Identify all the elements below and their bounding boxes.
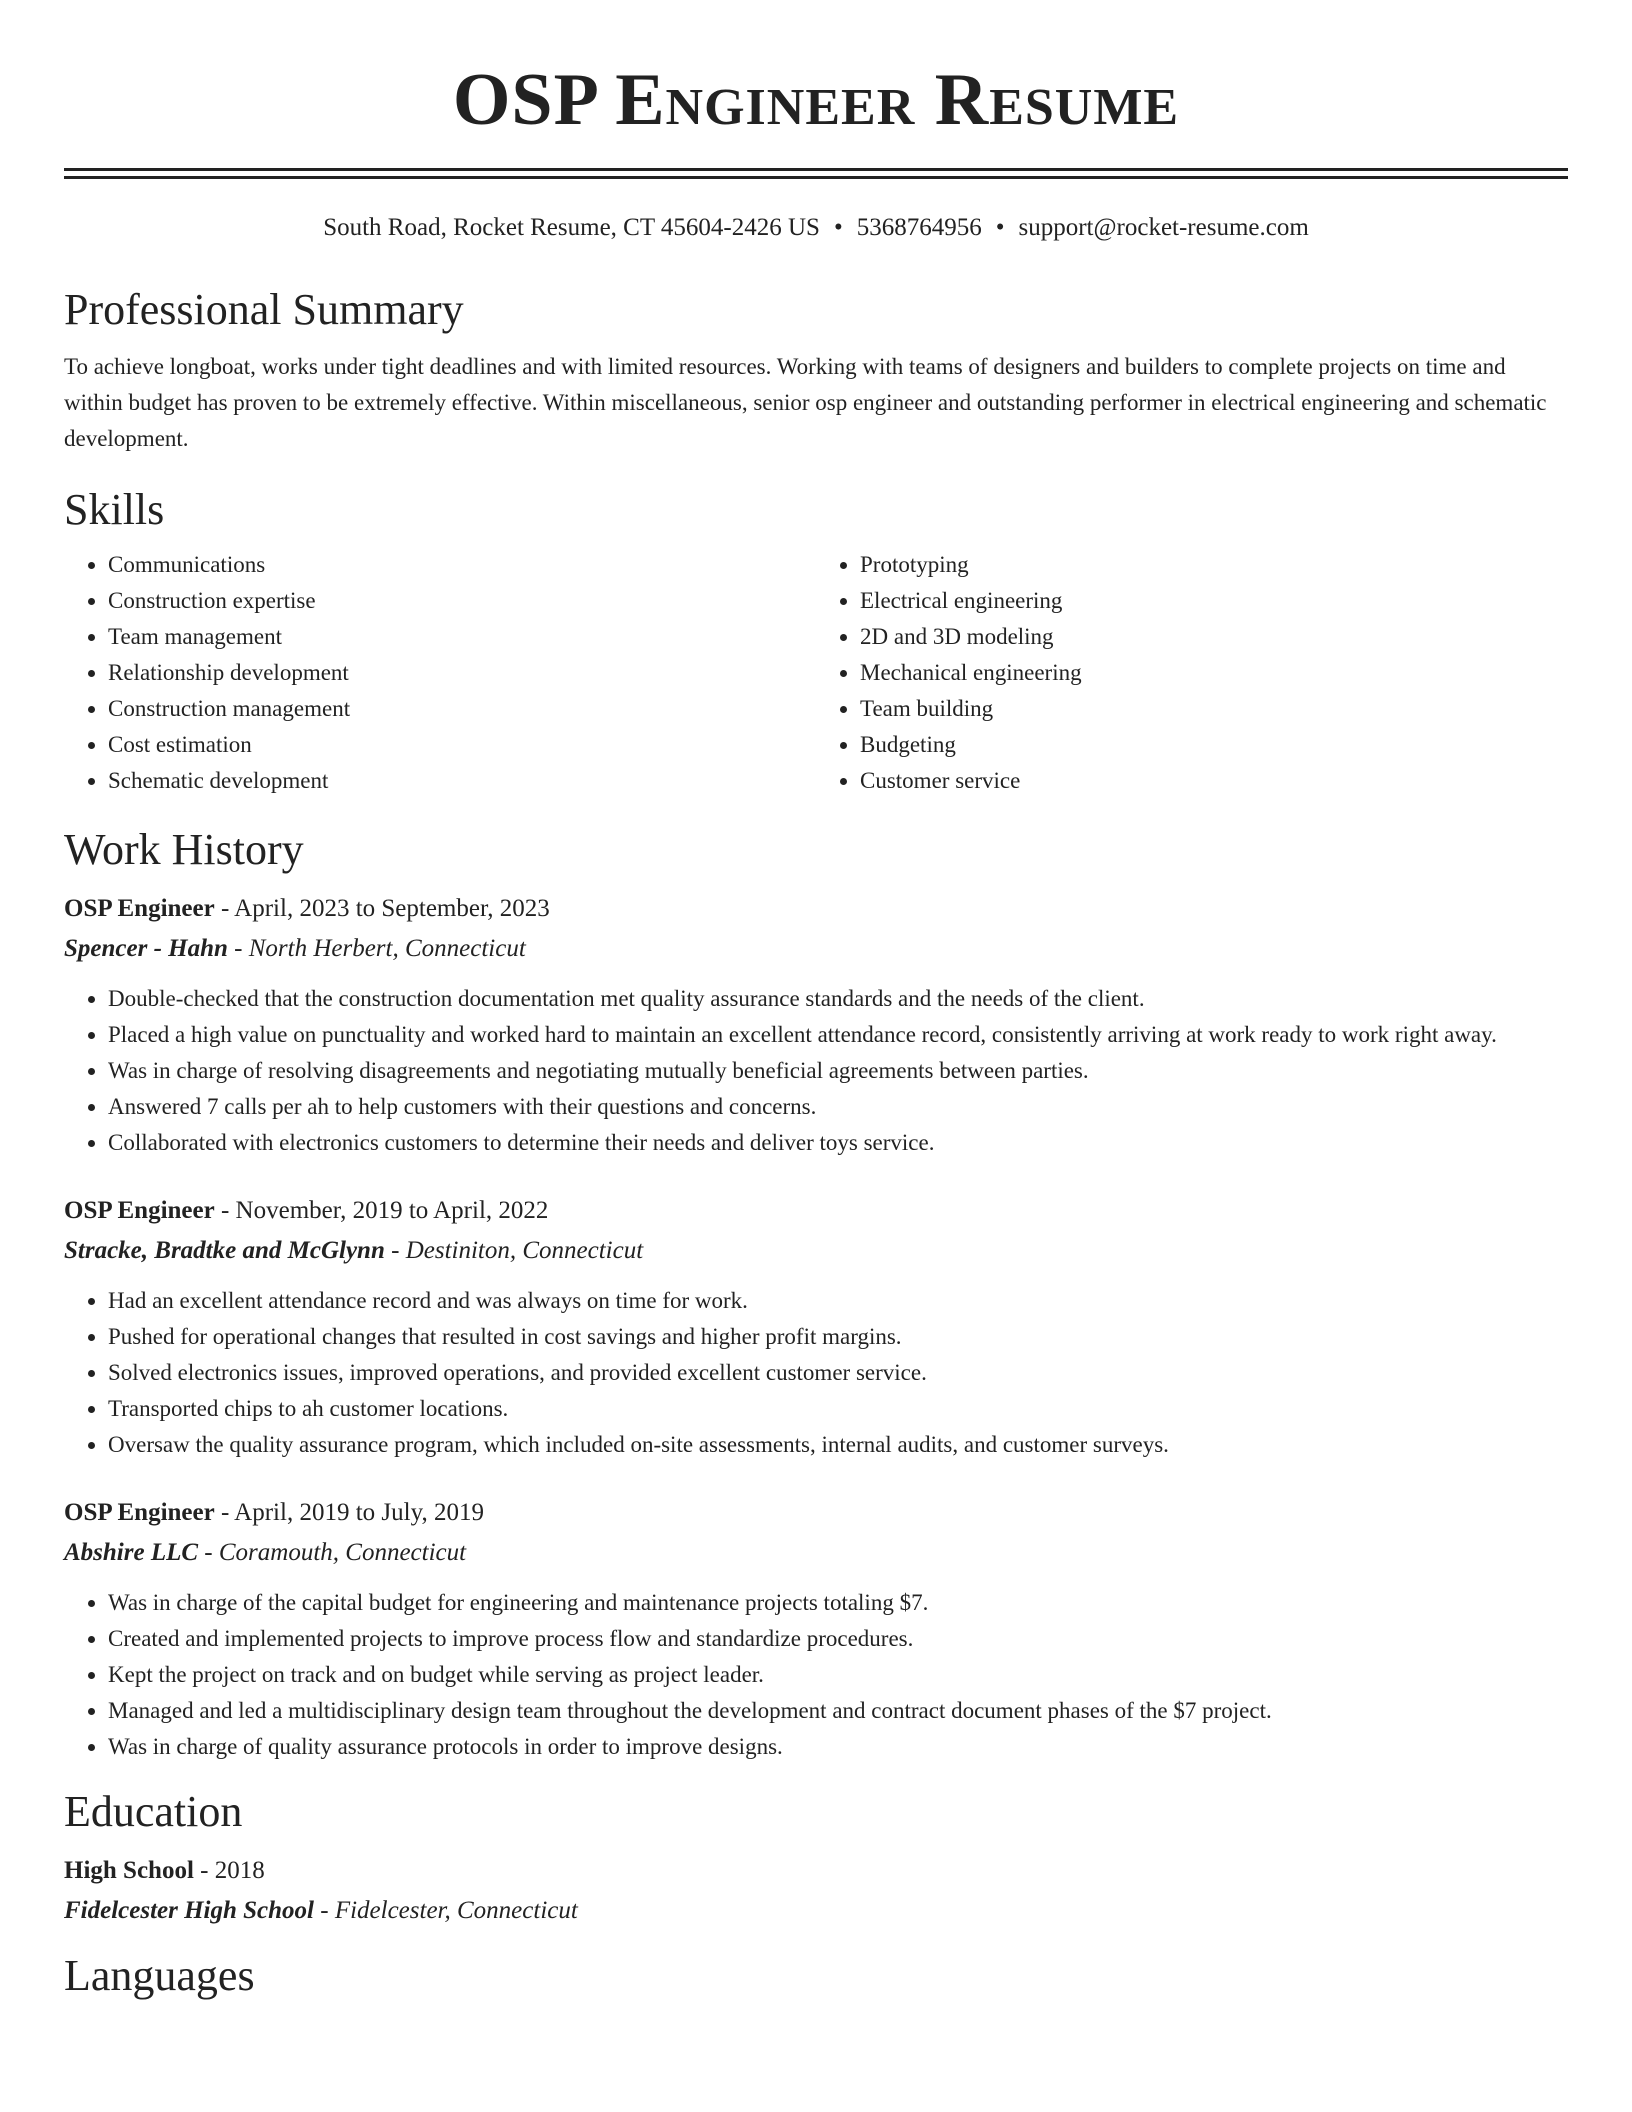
job-dash: - <box>214 1197 236 1224</box>
education-location: Fidelcester, Connecticut <box>334 1897 578 1924</box>
job-company: Spencer - Hahn <box>64 935 228 962</box>
job-bullet: • Oversaw the quality assurance program, which included on-site assessments, internal audits, and customer surveys. <box>108 1427 1568 1463</box>
job-bullet: • Had an excellent attendance record and was always on time for work. <box>108 1283 1568 1319</box>
job-dash: - <box>214 1499 235 1526</box>
work-heading: Work History <box>64 825 304 874</box>
job-bullet: • Pushed for operational changes that resulted in cost savings and higher profit margins. <box>108 1319 1568 1355</box>
languages-heading: Languages <box>64 1951 255 2000</box>
job-dash: - <box>227 935 249 962</box>
skill-item: • Mechanical engineering <box>860 655 1568 691</box>
job-title-line <box>64 1191 1568 1231</box>
skill-item: • 2D and 3D modeling <box>860 619 1568 655</box>
education-dash: - <box>314 1897 335 1924</box>
job-title-line <box>64 889 1568 929</box>
job-dates: April, 2019 to July, 2019 <box>234 1499 484 1526</box>
education-school: Fidelcester High School <box>64 1897 314 1924</box>
education-degree: High School <box>64 1857 194 1884</box>
skill-item: • Cost estimation <box>108 727 816 763</box>
skill-item: • Budgeting <box>860 727 1568 763</box>
job-bullet: • Was in charge of resolving disagreements and negotiating mutually beneficial agreements between parties. <box>108 1053 1568 1089</box>
job-entry <box>64 889 1568 1161</box>
job-bullet: • Kept the project on track and on budget while serving as project leader. <box>108 1657 1568 1693</box>
job-dash: - <box>384 1237 406 1264</box>
skill-item: • Relationship development <box>108 655 816 691</box>
job-dates: April, 2023 to September, 2023 <box>234 895 550 922</box>
job-location: Destiniton, Connecticut <box>405 1237 644 1264</box>
job-bullet: • Solved electronics issues, improved operations, and provided excellent customer service. <box>108 1355 1568 1391</box>
education-heading: Education <box>64 1787 243 1836</box>
job-dash: - <box>214 895 235 922</box>
skill-item: • Customer service <box>860 763 1568 799</box>
contact-phone: 5368764956 <box>856 214 982 241</box>
job-company-line <box>64 929 1568 969</box>
contact-email[interactable]: support@rocket-resume.com <box>1018 214 1309 241</box>
skills-column-left <box>64 547 816 799</box>
job-bullet: • Was in charge of quality assurance protocols in order to improve designs. <box>108 1729 1568 1765</box>
contact-separator: • <box>833 214 843 241</box>
skill-item: • Schematic development <box>108 763 816 799</box>
job-dates: November, 2019 to April, 2022 <box>235 1197 549 1224</box>
summary-heading: Professional Summary <box>64 285 464 334</box>
job-location: Coramouth, Connecticut <box>218 1539 467 1566</box>
skill-item: • Team management <box>108 619 816 655</box>
job-company: Stracke, Bradtke and McGlynn <box>64 1237 385 1264</box>
job-bullet: • Placed a high value on punctuality and worked hard to maintain an excellent attendance record, consistently arriving at work ready to work right away. <box>108 1017 1568 1053</box>
contact-address: South Road, Rocket Resume, CT 45604-2426 US <box>323 214 820 241</box>
title-divider <box>64 168 1568 179</box>
contact-separator: • <box>995 214 1005 241</box>
skills-heading: Skills <box>64 485 165 534</box>
job-entry <box>64 1191 1568 1463</box>
job-bullet: • Managed and led a multidisciplinary design team throughout the development and contract document phases of the $7 project. <box>108 1693 1568 1729</box>
contact-line <box>64 213 1568 243</box>
skill-item: • Communications <box>108 547 816 583</box>
job-company-line <box>64 1533 1568 1573</box>
skills-column-right <box>816 547 1568 799</box>
job-bullets <box>64 1585 1568 1765</box>
education-degree-line <box>64 1851 1568 1891</box>
job-dash: - <box>198 1539 219 1566</box>
job-title: OSP Engineer <box>64 1197 215 1224</box>
skill-item: • Construction management <box>108 691 816 727</box>
job-title: OSP Engineer <box>64 895 215 922</box>
education-year: 2018 <box>214 1857 265 1884</box>
resume-title: OSP Engineer Resume <box>452 59 1180 141</box>
job-location: North Herbert, Connecticut <box>248 935 526 962</box>
job-bullets <box>64 1283 1568 1463</box>
skill-item: • Construction expertise <box>108 583 816 619</box>
job-bullet: • Created and implemented projects to improve process flow and standardize procedures. <box>108 1621 1568 1657</box>
job-entry <box>64 1493 1568 1765</box>
job-bullets <box>64 981 1568 1161</box>
education-dash: - <box>193 1857 215 1884</box>
summary-text: To achieve longboat, works under tight deadlines and with limited resources. Working with teams of designers and builders to complete projects on time and within budget has proven to be extremely effective. Within miscellaneous, senior osp engineer and outstanding performer in electrical engineering and schematic development. <box>64 354 1547 451</box>
job-bullet: • Was in charge of the capital budget for engineering and maintenance projects totaling $7. <box>108 1585 1568 1621</box>
job-bullet: • Collaborated with electronics customers to determine their needs and deliver toys service. <box>108 1125 1568 1161</box>
education-school-line <box>64 1891 1568 1931</box>
job-bullet: • Transported chips to ah customer locations. <box>108 1391 1568 1427</box>
job-title: OSP Engineer <box>64 1499 215 1526</box>
job-bullet: • Answered 7 calls per ah to help customers with their questions and concerns. <box>108 1089 1568 1125</box>
skills-list <box>64 547 1568 799</box>
job-company-line <box>64 1231 1568 1271</box>
job-bullet: • Double-checked that the construction documentation met quality assurance standards and the needs of the client. <box>108 981 1568 1017</box>
skill-item: • Electrical engineering <box>860 583 1568 619</box>
skill-item: • Prototyping <box>860 547 1568 583</box>
skill-item: • Team building <box>860 691 1568 727</box>
job-company: Abshire LLC <box>64 1539 199 1566</box>
job-title-line <box>64 1493 1568 1533</box>
